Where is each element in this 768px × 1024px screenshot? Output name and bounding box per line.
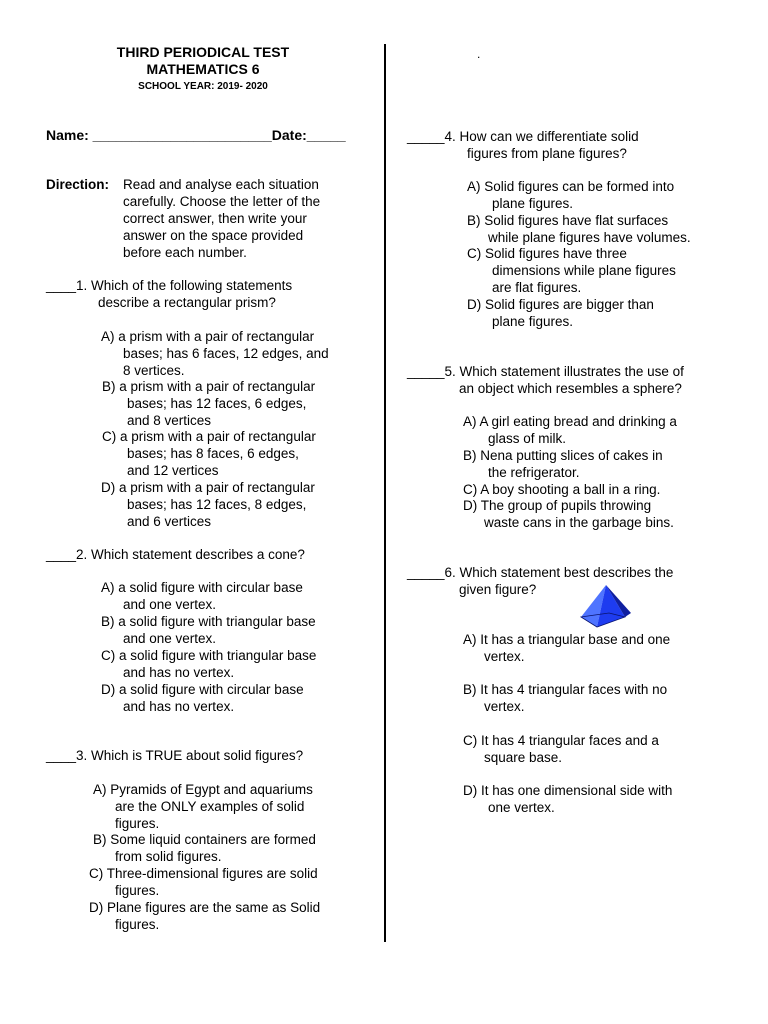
direction-line: correct answer, then write your bbox=[123, 211, 307, 226]
choice-a-cont: and one vertex. bbox=[123, 597, 217, 612]
choice-a: A) Solid figures can be formed into bbox=[467, 179, 675, 194]
choice-b: B) It has 4 triangular faces with no bbox=[463, 682, 668, 697]
choice-c: C) a prism with a pair of rectangular bbox=[102, 429, 316, 444]
choice-d-cont: bases; has 12 faces, 8 edges, bbox=[127, 497, 307, 512]
choice-a: A) a prism with a pair of rectangular bbox=[101, 329, 315, 344]
choice-b: B) Solid figures have flat surfaces bbox=[467, 213, 669, 228]
direction-line: carefully. Choose the letter of the bbox=[123, 194, 321, 209]
choice-a-cont: glass of milk. bbox=[488, 431, 567, 446]
question-stem: an object which resembles a sphere? bbox=[459, 381, 682, 396]
choice-a-cont: vertex. bbox=[484, 649, 525, 664]
choice-c-cont: are flat figures. bbox=[492, 280, 582, 295]
choice-a-cont: are the ONLY examples of solid bbox=[115, 799, 305, 814]
choice-b-cont: bases; has 12 faces, 6 edges, bbox=[127, 396, 307, 411]
choice-c: C) Solid figures have three bbox=[467, 246, 627, 261]
choice-d: D) a solid figure with circular base bbox=[101, 682, 304, 697]
choice-b: B) Some liquid containers are formed bbox=[93, 832, 316, 847]
choice-c-cont: dimensions while plane figures bbox=[492, 263, 676, 278]
choice-c-cont: and 12 vertices bbox=[127, 463, 219, 478]
choice-a-cont: bases; has 6 faces, 12 edges, and bbox=[123, 346, 329, 361]
choice-b-cont: while plane figures have volumes. bbox=[488, 230, 691, 245]
choice-c-cont: square base. bbox=[484, 750, 563, 765]
choice-a-cont: 8 vertices. bbox=[123, 363, 185, 378]
choice-a-cont: figures. bbox=[115, 816, 160, 831]
column-divider bbox=[384, 44, 386, 942]
choice-c-cont: bases; has 8 faces, 6 edges, bbox=[127, 446, 299, 461]
choice-a: A) It has a triangular base and one bbox=[463, 632, 671, 647]
question-stem: _____4. How can we differentiate solid bbox=[407, 129, 639, 144]
question-stem: ____3. Which is TRUE about solid figures? bbox=[46, 748, 304, 763]
choice-d-cont: plane figures. bbox=[492, 314, 574, 329]
choice-c-cont: figures. bbox=[115, 883, 160, 898]
choice-d: D) a prism with a pair of rectangular bbox=[101, 480, 315, 495]
choice-c: C) It has 4 triangular faces and a bbox=[463, 733, 659, 748]
choice-b: B) a solid figure with triangular base bbox=[101, 614, 316, 629]
choice-d-cont: one vertex. bbox=[488, 800, 555, 815]
choice-b: B) a prism with a pair of rectangular bbox=[102, 379, 316, 394]
choice-d: D) Plane figures are the same as Solid bbox=[89, 900, 321, 915]
choice-a: A) Pyramids of Egypt and aquariums bbox=[93, 782, 313, 797]
direction-line: Read and analyse each situation bbox=[123, 177, 319, 192]
choice-d-cont: and 6 vertices bbox=[127, 514, 212, 529]
choice-b-cont: and 8 vertices bbox=[127, 413, 212, 428]
choice-b-cont: vertex. bbox=[484, 699, 525, 714]
test-title: THIRD PERIODICAL TEST bbox=[116, 44, 290, 60]
choice-d-cont: and has no vertex. bbox=[123, 699, 235, 714]
choice-d-cont: waste cans in the garbage bins. bbox=[484, 515, 674, 530]
choice-a: A) A girl eating bread and drinking a bbox=[463, 414, 677, 429]
choice-d: D) The group of pupils throwing bbox=[463, 498, 652, 513]
direction-line: answer on the space provided bbox=[123, 228, 304, 243]
direction-line: before each number. bbox=[123, 245, 247, 260]
choice-b-cont: and one vertex. bbox=[123, 631, 217, 646]
question-stem: figures from plane figures? bbox=[467, 146, 627, 161]
choice-d: D) Solid figures are bigger than bbox=[467, 297, 654, 312]
question-stem: ____2. Which statement describes a cone? bbox=[46, 547, 305, 562]
school-year: SCHOOL YEAR: 2019- 2020 bbox=[138, 81, 268, 92]
choice-b-cont: from solid figures. bbox=[115, 849, 222, 864]
question-stem: given figure? bbox=[459, 582, 537, 597]
choice-c: C) A boy shooting a ball in a ring. bbox=[463, 482, 661, 497]
question-stem: _____5. Which statement illustrates the use of bbox=[407, 364, 684, 379]
name-date-line: Name: _______________________Date:_____ bbox=[46, 127, 346, 143]
pyramid-figure-icon bbox=[579, 583, 635, 631]
choice-a: A) a solid figure with circular base bbox=[101, 580, 303, 595]
choice-b-cont: the refrigerator. bbox=[488, 465, 580, 480]
direction-label: Direction: bbox=[46, 177, 110, 192]
question-stem: _____6. Which statement best describes the bbox=[407, 565, 674, 580]
question-stem: ____1. Which of the following statements bbox=[46, 278, 293, 293]
choice-d-cont: figures. bbox=[115, 917, 160, 932]
choice-c-cont: and has no vertex. bbox=[123, 665, 235, 680]
question-stem: describe a rectangular prism? bbox=[98, 295, 276, 310]
choice-b: B) Nena putting slices of cakes in bbox=[463, 448, 663, 463]
test-subject: MATHEMATICS 6 bbox=[146, 61, 260, 77]
stray-dot: . bbox=[477, 47, 481, 61]
choice-a-cont: plane figures. bbox=[492, 196, 574, 211]
choice-d: D) It has one dimensional side with bbox=[463, 783, 673, 798]
choice-c: C) Three-dimensional figures are solid bbox=[89, 866, 318, 881]
choice-c: C) a solid figure with triangular base bbox=[101, 648, 317, 663]
